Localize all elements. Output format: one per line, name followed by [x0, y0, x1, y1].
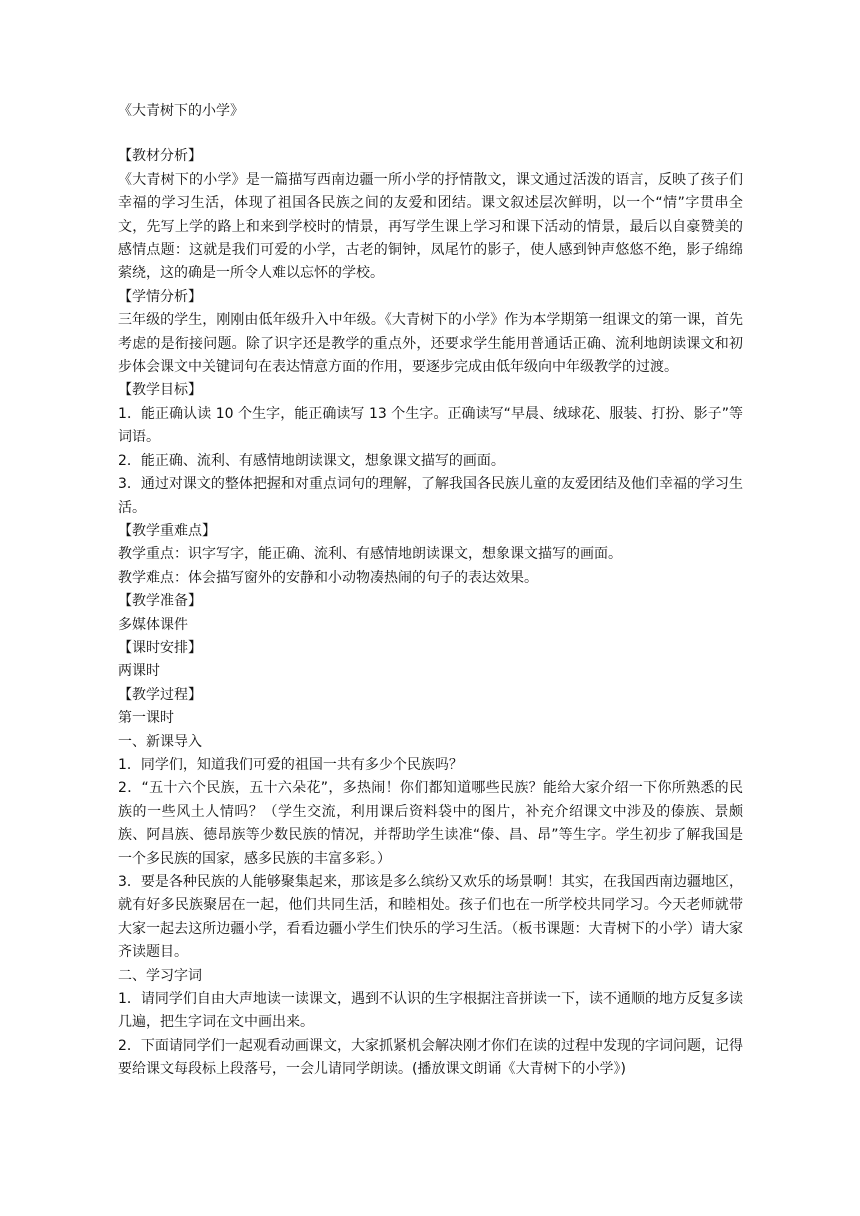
part-one-heading: 一、新课导入 [118, 733, 202, 750]
section-heading-goals: 【教学目标】 [118, 382, 202, 399]
section-heading-prep: 【教学准备】 [118, 593, 202, 610]
words-step-1: 1．请同学们自由大声地读一读课文，遇到不认识的生字根据注音拼读一下，读不通顺的地方反复多读几遍，把生字词在文中画出来。 [118, 991, 743, 1031]
goal-item-3: 3．通过对课文的整体把握和对重点词句的理解，了解我国各民族儿童的友爱团结及他们幸福的学习生活。 [118, 476, 743, 516]
words-step-2: 2．下面请同学们一起观看动画课文，大家抓紧机会解决刚才你们在读的过程中发现的字词问题，记得要给课文每段标上段落号，一会儿请同学朗读。(播放课文朗诵《大青树下的小学》) [118, 1037, 743, 1078]
document-page [118, 100, 743, 1082]
focus-key-points: 教学重点：识字写字，能正确、流利、有感情地朗读课文，想象课文描写的画面。 [118, 546, 622, 563]
students-paragraph: 三年级的学生，刚刚由低年级升入中年级。《大青树下的小学》作为本学期第一组课文的第一课，首先考虑的是衔接问题。除了识字还是教学的重点外，还要求学生能用普通话正确、流利地朗读课文和初步体会课文中关键词句在表达情意方面的作用，要逐步完成由低年级向中年级教学的过渡。 [118, 312, 743, 376]
section-heading-students: 【学情分析】 [118, 288, 202, 305]
prep-paragraph: 多媒体课件 [118, 616, 188, 633]
schedule-paragraph: 两课时 [118, 663, 160, 680]
section-heading-process: 【教学过程】 [118, 686, 202, 703]
section-heading-focus: 【教学重难点】 [118, 522, 216, 539]
goal-item-2: 2．能正确、流利、有感情地朗读课文，想象课文描写的画面。 [118, 452, 505, 469]
focus-difficult-points: 教学难点：体会描写窗外的安静和小动物凑热闹的句子的表达效果。 [118, 569, 538, 586]
section-heading-analysis: 【教材分析】 [118, 148, 202, 165]
intro-step-2: 2．“五十六个民族，五十六朵花”，多热闹！你们都知道哪些民族？能给大家介绍一下你所熟悉的民族的一些风土人情吗？（学生交流，利用课后资料袋中的图片，补充介绍课文中涉及的傣族、景颇族、阿昌族、德昂族等少数民族的情况，并帮助学生读准“傣、昌、昂”等生字。学生初步了解我国是一个多民族的国家，感多民族的丰富多彩。） [118, 780, 743, 867]
lesson-one-label: 第一课时 [118, 710, 174, 727]
section-heading-schedule: 【课时安排】 [118, 639, 202, 656]
goal-item-1: 1．能正确认读 10 个生字，能正确读写 13 个生字。正确读写“早晨、绒球花、服装、打扮、影子”等词语。 [118, 405, 743, 446]
intro-step-1: 1．同学们，知道我们可爱的祖国一共有多少个民族吗？ [118, 756, 463, 773]
analysis-paragraph: 《大青树下的小学》是一篇描写西南边疆一所小学的抒情散文，课文通过活泼的语言，反映了孩子们幸福的学习生活，体现了祖国各民族之间的友爱和团结。课文叙述层次鲜明，以一个“情”字贯串全文，先写上学的路上和来到学校时的情景，再写学生课上学习和课下活动的情景，最后以自豪赞美的感情点题：这就是我们可爱的小学，古老的铜钟，凤尾竹的影子，使人感到钟声悠悠不绝，影子绵绵萦绕，这的确是一所令人难以忘怀的学校。 [118, 171, 743, 282]
intro-step-3: 3．要是各种民族的人能够聚集起来，那该是多么缤纷又欢乐的场景啊！其实，在我国西南边疆地区，就有好多民族聚居在一起，他们共同生活，和睦相处。孩子们也在一所学校共同学习。今天老师就带大家一起去这所边疆小学，看看边疆小学生们快乐的学习生活。（板书课题：大青树下的小学）请大家齐读题目。 [118, 874, 743, 961]
part-two-heading: 二、学习字词 [118, 967, 202, 984]
document-title: 《大青树下的小学》 [118, 103, 244, 119]
